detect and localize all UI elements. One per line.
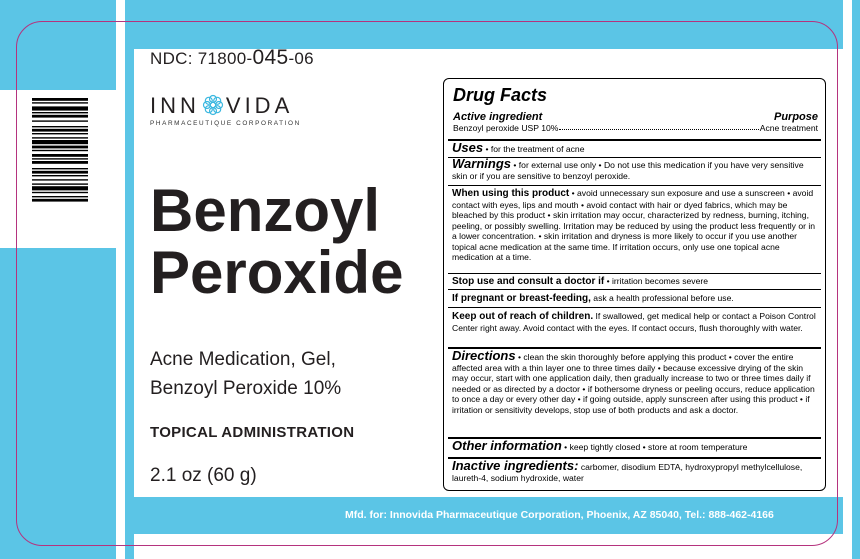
other-info-section bbox=[448, 437, 821, 459]
product-name-line2: Peroxide bbox=[150, 239, 404, 306]
stop-use-heading: Stop use and consult a doctor if bbox=[452, 276, 605, 287]
other-info-heading: Other information bbox=[452, 438, 562, 453]
leader-dots bbox=[559, 123, 758, 130]
active-ingredient-header: Active ingredient bbox=[453, 111, 543, 123]
when-using-text: • avoid unnecessary sun exposure and use a sunscreen • avoid contact with eyes, lips and mouth • avoid contact with hair or dyed fabrics, which may be bleached by this product • skin irritation may occur, characterized by redness, burning, itching, peeling, or possibly swelling. Irritation may be reduced by using the product less frequently or in a lower concentration. • skin irritation and dryness is more likely to occur if you use another topical acne medication at the same time. If irritation occurs, only use one topical acne medication at a time. bbox=[452, 188, 816, 262]
active-ingredient-row bbox=[453, 123, 818, 133]
description-line2: Benzoyl Peroxide 10% bbox=[150, 378, 342, 399]
active-ingredient: Benzoyl peroxide USP 10% bbox=[453, 123, 559, 133]
directions-section bbox=[448, 347, 821, 439]
ndc-suffix: -06 bbox=[288, 49, 314, 68]
manufacturer-info: Mfd. for: Innovida Pharmaceutique Corporation, Phoenix, AZ 85040, Tel.: 888-462-4166 bbox=[345, 509, 774, 521]
flower-icon bbox=[202, 94, 224, 116]
inactive-text: carbomer, disodium EDTA, hydroxypropyl methylcellulose, laureth-4, sodium hydroxide, water bbox=[452, 462, 803, 483]
warnings-text: • for external use only • Do not use this medication if you have very sensitive skin or if you are sensitive to benzoyl peroxide. bbox=[452, 160, 804, 181]
directions-heading: Directions bbox=[452, 348, 516, 363]
stop-use-section bbox=[448, 273, 821, 290]
purpose-header: Purpose bbox=[773, 111, 818, 123]
ndc-code bbox=[150, 46, 314, 70]
description-line1: Acne Medication, Gel, bbox=[150, 349, 336, 370]
pregnancy-text: ask a health professional before use. bbox=[593, 293, 734, 303]
keep-out-heading: Keep out of reach of children. bbox=[452, 311, 594, 322]
keep-out-text: If swallowed, get medical help or contact a Poison Control Center right away. Avoid contact with the eyes. If contact occurs, flush thoroughly with water. bbox=[452, 311, 816, 333]
keep-out-section bbox=[448, 307, 821, 348]
purpose: Acne treatment bbox=[759, 123, 818, 133]
drug-facts-title: Drug Facts bbox=[453, 85, 548, 105]
uses-text: • for the treatment of acne bbox=[485, 144, 585, 154]
when-using-heading: When using this product bbox=[452, 188, 570, 199]
product-name-line1: Benzoyl bbox=[150, 177, 381, 244]
directions-text: • clean the skin thoroughly before applying this product • cover the entire affected area with a thin layer one to three times daily • because excessive drying of the skin may occur, start with one application daily, then gradually increase to two or three times daily if needed or as directed by a doctor • if bothersome dryness or peeling occurs, reduce application to once a day or every other day • if going outside, apply sunscreen after using this product • if irritation or sensitivity develops, stop use of both products and ask a doctor. bbox=[452, 352, 815, 415]
other-info-text: • keep tightly closed • store at room temperature bbox=[564, 442, 748, 452]
net-weight: 2.1 oz (60 g) bbox=[150, 465, 257, 486]
ndc-prefix: NDC: 71800- bbox=[150, 49, 253, 68]
barcode-icon bbox=[32, 98, 88, 238]
brand-name-start: INN bbox=[150, 93, 200, 118]
pregnancy-section bbox=[448, 289, 821, 308]
right-gap bbox=[843, 0, 852, 559]
when-using-section bbox=[448, 185, 821, 274]
uses-heading: Uses bbox=[452, 140, 484, 155]
product-name bbox=[150, 177, 404, 306]
warnings-section bbox=[448, 157, 821, 186]
brand-tagline: PHARMACEUTIQUE CORPORATION bbox=[150, 120, 301, 127]
right-strip bbox=[852, 0, 860, 559]
warnings-heading: Warnings bbox=[452, 156, 511, 171]
inactive-heading: Inactive ingredients: bbox=[452, 458, 579, 473]
drug-facts-panel bbox=[443, 78, 826, 491]
pregnancy-heading: If pregnant or breast-feeding, bbox=[452, 293, 591, 304]
brand-logo bbox=[150, 93, 320, 133]
inactive-section bbox=[448, 457, 821, 489]
brand-name-end: VIDA bbox=[225, 93, 294, 118]
ndc-product: 045 bbox=[252, 46, 289, 69]
stop-use-text: • irritation becomes severe bbox=[606, 276, 709, 286]
product-description bbox=[150, 345, 341, 403]
administration-route: TOPICAL ADMINISTRATION bbox=[150, 424, 355, 441]
